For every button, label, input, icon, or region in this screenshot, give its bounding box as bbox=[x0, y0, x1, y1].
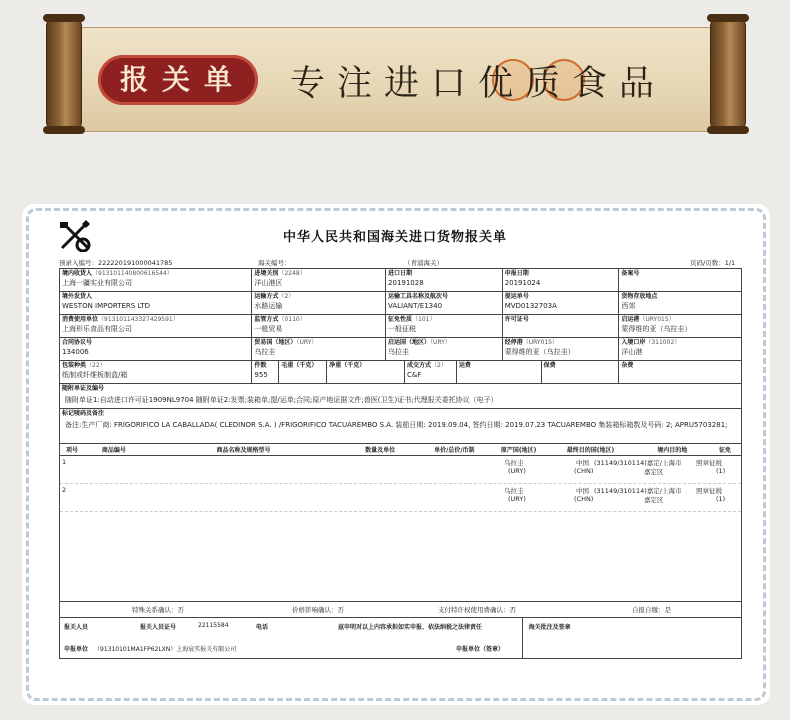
items-blank-area bbox=[60, 512, 741, 602]
documents-label: 随附单证及编号 bbox=[62, 385, 105, 392]
self-declare-confirm: 自报自缴：是 bbox=[632, 606, 671, 614]
field-value: MVD0132703A bbox=[504, 302, 557, 310]
footer-row bbox=[60, 618, 741, 658]
field-label-text: 启运港 bbox=[621, 316, 640, 323]
item-no: 2 bbox=[62, 486, 67, 494]
field-label-text: 杂费 bbox=[621, 362, 634, 369]
customs-approval-label: 海关批注及签章 bbox=[528, 624, 571, 631]
page-count bbox=[690, 258, 735, 267]
field-label bbox=[621, 339, 739, 347]
seal-badge bbox=[98, 55, 258, 105]
scroll-roller-left bbox=[46, 18, 82, 130]
pre-entry-value: 222220191000041785 bbox=[98, 259, 173, 267]
field-label-text: 入境口岸 bbox=[621, 339, 646, 346]
item-dest-code: (CHN) bbox=[574, 495, 594, 503]
field-r4-4 bbox=[619, 338, 741, 360]
field-label-text: 征免性质 bbox=[388, 316, 413, 323]
column-header: 商品名称及规格型号 bbox=[216, 447, 271, 454]
field-code: （2248） bbox=[278, 270, 306, 277]
column-header: 原产国(地区) bbox=[500, 447, 537, 454]
field-code: （22） bbox=[86, 362, 106, 369]
item-district: (31149/310114)嘉定/上海市 bbox=[594, 459, 682, 467]
field-r1-3 bbox=[503, 269, 620, 291]
field-label-text: 运费 bbox=[458, 362, 471, 369]
declaring-unit-label: 申报单位 bbox=[64, 646, 89, 653]
item-origin-code: (URY) bbox=[508, 467, 526, 475]
field-code: （913101143327429591） bbox=[98, 316, 179, 323]
field-label-text: 保费 bbox=[543, 362, 556, 369]
field-label-text: 成交方式 bbox=[406, 362, 431, 369]
item-no: 1 bbox=[62, 458, 67, 466]
field-r1-2 bbox=[386, 269, 503, 291]
grid-row-contract bbox=[60, 338, 741, 361]
item-levy2: (1) bbox=[716, 495, 726, 503]
field-label bbox=[621, 316, 739, 324]
field-label-text: 毛重（千克） bbox=[281, 362, 318, 369]
item-district2: 嘉定区 bbox=[644, 496, 664, 504]
item-dest-code: (CHN) bbox=[574, 467, 594, 475]
column-header: 商品编号 bbox=[101, 447, 126, 454]
field-label-text: 运输工具名称及航次号 bbox=[388, 293, 449, 300]
items-header bbox=[60, 444, 741, 456]
item-dest: 中国 bbox=[576, 487, 589, 495]
field-label-text: 经停港 bbox=[504, 339, 523, 346]
field-r2-2 bbox=[386, 292, 503, 314]
field-value: 乌拉圭 bbox=[254, 348, 276, 356]
page-value: 1/1 bbox=[724, 259, 736, 267]
field-value: 蒙得维的亚（乌拉圭） bbox=[621, 325, 692, 333]
field-label bbox=[505, 339, 617, 347]
field-value: 一般征税 bbox=[388, 325, 417, 333]
field-r2-4 bbox=[619, 292, 741, 314]
field-label bbox=[621, 362, 739, 370]
item-origin: 乌拉圭 bbox=[504, 459, 524, 467]
field-label-text: 启运国（地区） bbox=[388, 339, 431, 346]
item-levy2: (1) bbox=[716, 467, 726, 475]
field-label bbox=[505, 270, 617, 278]
column-header: 数量及单位 bbox=[365, 447, 396, 454]
field-r2-3 bbox=[503, 292, 620, 314]
remarks-label: 标记唛码及备注 bbox=[62, 410, 105, 417]
special-relation-confirm: 特殊关系确认：否 bbox=[132, 606, 184, 614]
field-r3-2 bbox=[386, 315, 503, 337]
grid-row-consignee bbox=[60, 269, 741, 292]
field-r4-0 bbox=[60, 338, 252, 360]
declaring-unit: （91310101MA1FP62LXN）上海宸实报关有限公司 bbox=[94, 646, 237, 653]
field-code: （2） bbox=[431, 362, 447, 369]
grid-row-documents bbox=[60, 384, 741, 409]
field-label bbox=[281, 362, 324, 370]
column-header: 征免 bbox=[719, 447, 732, 454]
customs-number-label: 海关编号： bbox=[258, 259, 291, 267]
field-r1-0 bbox=[60, 269, 252, 291]
field-label bbox=[388, 339, 500, 347]
royalty-confirm: 支付特许权使用费确认：否 bbox=[438, 606, 516, 614]
field-value: 纸制或纤维板制盒/箱 bbox=[62, 371, 128, 379]
field-value: 西郊 bbox=[621, 302, 636, 310]
field-label bbox=[388, 270, 500, 278]
form-title: 中华人民共和国海关进口货物报关单 bbox=[282, 230, 507, 245]
item-row bbox=[60, 456, 741, 484]
field-value: VALIANT/E1340 bbox=[388, 302, 443, 310]
column-header: 最终目的国(地区) bbox=[566, 447, 615, 454]
field-value: 洋山港 bbox=[621, 348, 643, 356]
field-code: （URY） bbox=[296, 339, 318, 346]
field-value: 蒙得维的亚（乌拉圭） bbox=[504, 348, 575, 356]
field-value: 955 bbox=[254, 371, 268, 379]
port-note: （青浦海关） bbox=[404, 259, 443, 267]
field-label-text: 货物存放地点 bbox=[621, 293, 658, 300]
field-label bbox=[62, 339, 249, 347]
field-r2-0 bbox=[60, 292, 252, 314]
field-value: 20191028 bbox=[388, 279, 424, 287]
field-label-text: 备案号 bbox=[621, 270, 640, 277]
field-r5-7 bbox=[619, 361, 741, 383]
field-r5-6 bbox=[542, 361, 620, 383]
field-r5-1 bbox=[252, 361, 279, 383]
item-levy: 照章征税 bbox=[696, 487, 722, 495]
field-label-text: 运输方式 bbox=[254, 293, 279, 300]
field-label bbox=[62, 293, 249, 301]
column-header: 境内目的地 bbox=[657, 447, 688, 454]
customs-declaration-form bbox=[36, 218, 754, 696]
field-code: （2） bbox=[278, 293, 295, 300]
field-label-text: 提运单号 bbox=[504, 293, 529, 300]
field-value: 20191024 bbox=[504, 279, 541, 287]
field-label bbox=[62, 270, 249, 278]
field-label bbox=[621, 293, 739, 301]
legal-statement: 兹申明对以上内容承担如实申报、依法纳税之法律责任 bbox=[338, 624, 483, 631]
item-levy: 照章征税 bbox=[696, 459, 722, 467]
declarant-id-label: 报关人员证号 bbox=[140, 624, 177, 631]
field-r2-1 bbox=[252, 292, 386, 314]
field-label-text: 消费使用单位 bbox=[62, 316, 99, 323]
field-code: （URY） bbox=[430, 339, 451, 346]
declarant-label: 报关人员 bbox=[64, 624, 89, 631]
documents-text: 随附单证1:自动进口许可证1909NL9704 随附单证2:发票;装箱单;提/运单;合同;原产地证据文件;兽医(卫生)证书;代理报关委托协议（电子） bbox=[65, 396, 498, 404]
grid-row-remarks bbox=[60, 409, 741, 444]
field-value: C&F bbox=[406, 371, 422, 379]
field-value: 134006 bbox=[62, 348, 89, 356]
field-code: （URY015） bbox=[522, 339, 558, 346]
field-label-text: 境内收货人 bbox=[62, 270, 93, 277]
field-label-text: 申报日期 bbox=[504, 270, 529, 277]
field-label-text: 件数 bbox=[254, 362, 267, 369]
confirm-row bbox=[60, 602, 741, 618]
field-r1-4 bbox=[619, 269, 741, 291]
item-dest: 中国 bbox=[576, 459, 589, 467]
field-r3-0 bbox=[60, 315, 252, 337]
field-value: WESTON IMPORTERS LTD bbox=[62, 302, 151, 310]
field-label bbox=[254, 316, 383, 324]
field-label-text: 进境关别 bbox=[254, 270, 279, 277]
field-r4-2 bbox=[386, 338, 503, 360]
field-code: （URY015） bbox=[639, 316, 675, 323]
field-label bbox=[254, 293, 383, 301]
field-r4-3 bbox=[503, 338, 620, 360]
field-r5-5 bbox=[457, 361, 542, 383]
field-label-text: 贸易国（地区） bbox=[254, 339, 297, 346]
pre-entry-number bbox=[59, 258, 172, 267]
field-r5-2 bbox=[279, 361, 327, 383]
field-value: 乌拉圭 bbox=[388, 348, 410, 356]
field-code: （101） bbox=[412, 316, 436, 323]
field-label bbox=[621, 270, 739, 278]
grid-row-consumer bbox=[60, 315, 741, 338]
field-value: 洋山港区 bbox=[254, 279, 283, 287]
field-label bbox=[254, 339, 383, 347]
field-label bbox=[254, 270, 383, 278]
column-header: 单价/总价/币制 bbox=[434, 447, 475, 454]
field-value: 上海形乐食品有限公司 bbox=[62, 325, 132, 333]
field-label bbox=[62, 316, 249, 324]
grid-row-packaging bbox=[60, 361, 741, 384]
item-district: (31149/310114)嘉定/上海市 bbox=[594, 487, 682, 495]
field-r4-1 bbox=[252, 338, 386, 360]
pre-entry-label: 预录入编号： bbox=[59, 259, 98, 267]
field-label-text: 许可证号 bbox=[504, 316, 529, 323]
field-r5-0 bbox=[60, 361, 252, 383]
item-origin: 乌拉圭 bbox=[504, 487, 524, 495]
field-r3-1 bbox=[252, 315, 386, 337]
field-label-text: 净重（千克） bbox=[329, 362, 366, 369]
field-code: （311002） bbox=[645, 339, 681, 346]
field-label-text: 包装种类 bbox=[62, 362, 87, 369]
item-origin-code: (URY) bbox=[508, 495, 526, 503]
field-r5-3 bbox=[327, 361, 405, 383]
field-code: （0110） bbox=[278, 316, 306, 323]
price-impact-confirm: 价格影响确认：否 bbox=[292, 606, 344, 614]
declaring-unit-seal: 申报单位（签章） bbox=[456, 646, 505, 653]
grid-row-consignor bbox=[60, 292, 741, 315]
field-value: 上海一疆实业有限公司 bbox=[62, 279, 132, 287]
field-label-text: 境外发货人 bbox=[62, 293, 93, 300]
slogan: 专注进口优质食品 bbox=[290, 64, 667, 104]
field-label-text: 合同协议号 bbox=[62, 339, 93, 346]
phone-label: 电话 bbox=[256, 624, 269, 631]
field-label bbox=[388, 316, 500, 324]
remarks-text: 备注:生产厂商: FRIGORIFICO LA CABALLADA( CLEDINOR S.A. ) /FRIGORIFICO TACUAREMBO S.A. 装船日期: 2019.09.04, 签约日期: 2019.07.23 TACUAREMBO 集装箱标箱数及号码: 2; APRU5703281; bbox=[65, 421, 728, 429]
declaration-grid bbox=[59, 268, 742, 659]
banner bbox=[0, 0, 790, 138]
field-label bbox=[505, 316, 617, 324]
field-label bbox=[329, 362, 402, 370]
field-value: 一般贸易 bbox=[254, 325, 283, 333]
item-row bbox=[60, 484, 741, 512]
items-list bbox=[60, 456, 741, 512]
field-value: 水路运输 bbox=[254, 302, 283, 310]
field-code: （913101140800616544） bbox=[92, 270, 173, 277]
page-label: 页码/页数： bbox=[690, 259, 725, 267]
column-header: 项号 bbox=[65, 447, 78, 454]
customs-number bbox=[258, 258, 291, 267]
field-r3-3 bbox=[503, 315, 620, 337]
field-label bbox=[62, 362, 249, 370]
field-r5-4 bbox=[405, 361, 457, 383]
field-label bbox=[544, 362, 617, 370]
field-r1-1 bbox=[252, 269, 386, 291]
field-label-text: 监管方式 bbox=[254, 316, 279, 323]
field-label bbox=[388, 293, 500, 301]
field-label bbox=[459, 362, 539, 370]
field-r3-4 bbox=[619, 315, 741, 337]
seal-text: 报关单 bbox=[119, 63, 246, 96]
field-label bbox=[254, 362, 276, 370]
scroll-roller-right bbox=[710, 18, 746, 130]
field-label bbox=[505, 293, 617, 301]
field-label-text: 进口日期 bbox=[388, 270, 413, 277]
item-district2: 嘉定区 bbox=[644, 468, 664, 476]
declarant-id: 22115584 bbox=[198, 622, 229, 629]
field-label bbox=[407, 362, 454, 370]
